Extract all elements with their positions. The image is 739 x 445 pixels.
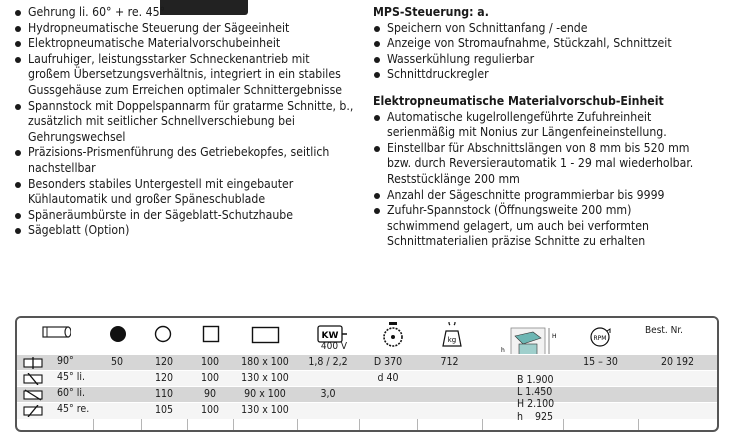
feed-item: Zufuhr-Spannstock (Öffnungsweite 200 mm) schwimmend gelagert, um auch bei verformten Schnittmaterialien präzise Schnitte zu erhalten	[373, 203, 703, 250]
rpm-label: RPM	[593, 335, 607, 342]
table-cell: 50	[110, 356, 124, 368]
table-cell	[638, 403, 717, 418]
angle-label: 45° re.	[57, 403, 90, 415]
table-cell: D 370	[373, 356, 403, 368]
feed-item: Anzahl der Sägeschnitte programmierbar bis 9999	[373, 188, 703, 204]
article-number-header: Best. Nr.	[645, 325, 683, 336]
mps-item: Speichern von Schnittanfang / -ende	[373, 21, 703, 37]
table-cell	[359, 387, 417, 402]
table-cell: 712	[440, 356, 459, 368]
dimension-h: H 2.100	[517, 398, 555, 411]
feature-item: Späneräumbürste in der Sägeblatt-Schutzhaube	[14, 208, 354, 224]
angle-label: 45° li.	[57, 371, 85, 383]
table-cell	[359, 403, 417, 418]
table-cell: 90	[203, 388, 217, 400]
feature-item: Präzisions-Prismenführung des Getriebekopfes, seitlich nachstellbar	[14, 145, 354, 176]
table-cell	[297, 403, 359, 418]
table-cell: 100	[200, 372, 220, 384]
feature-item: Laufruhiger, leistungsstarker Schneckenantrieb mit großem Übersetzungsverhältnis, integriert in ein stabiles Gussgehäuse zum Erreichen optimaler Schnittergebnisse	[14, 52, 354, 99]
table-cell: 180 x 100	[241, 356, 289, 368]
table-header	[17, 318, 717, 354]
solid-round-icon	[109, 325, 127, 343]
dim-label-h: H	[552, 333, 557, 340]
table-cell	[563, 387, 638, 402]
feature-list-right	[373, 5, 703, 250]
mps-item: Wasserkühlung regulierbar	[373, 52, 703, 68]
table-cell: 15 – 30	[583, 356, 618, 368]
table-cell: 100	[200, 404, 220, 416]
table-cell	[638, 387, 717, 402]
feature-item: Sägeblatt (Option)	[14, 223, 354, 239]
angle-label: 90°	[57, 355, 74, 367]
feed-item: Einstellbar für Abschnittslängen von 8 mm bis 520 mm bzw. durch Reversierautomatik 1 - 29 mal wiederholbar. Reststücklänge 200 mm	[373, 141, 703, 188]
feed-heading: Elektropneumatische Materialvorschub-Einheit	[373, 93, 664, 108]
dimension-b: B 1.900	[517, 374, 554, 386]
table-cell	[417, 371, 482, 386]
cut-angle-45-right-icon	[23, 405, 43, 417]
table-cell: 130 x 100	[241, 372, 289, 384]
tube-round-icon	[154, 325, 172, 343]
weight-icon	[441, 322, 463, 348]
mps-item: Schnittdruckregler	[373, 67, 703, 83]
feature-item: Elektropneumatische Materialvorschubeinheit	[14, 36, 354, 52]
feature-item: Gehrung li. 60° + re. 45°	[14, 5, 354, 21]
square-profile-icon	[202, 325, 220, 343]
table-cell	[93, 387, 141, 402]
table-cell: 110	[154, 388, 174, 400]
kg-label: kg	[447, 336, 457, 344]
feature-item: Hydropneumatische Steuerung der Sägeeinheit	[14, 21, 354, 37]
table-cell: 20 192	[660, 356, 695, 368]
feed-item: Automatische kugelrollengeführte Zufuhreinheit serienmäßig mit Nonius zur Längenfeineinstellung.	[373, 110, 703, 141]
table-cell	[417, 403, 482, 418]
table-cell: 3,0	[320, 388, 336, 400]
table-cell	[93, 403, 141, 418]
machine-dimensions	[517, 374, 554, 423]
dimension-l: L 1.450	[517, 386, 553, 399]
table-cell: 120	[154, 356, 174, 368]
feature-item: Besonders stabiles Untergestell mit eingebauter Kühlautomatik und großer Späneschublade	[14, 177, 354, 208]
feature-item: Spannstock mit Doppelspannarm für gratarme Schnitte, b., zusätzlich mit seitlicher Schnellverschiebung bei Gehrungswechsel	[14, 99, 354, 146]
spec-table	[15, 316, 719, 432]
cut-angle-90-icon	[23, 357, 43, 369]
table-cell: 130 x 100	[241, 404, 289, 416]
cut-angle-60-left-icon	[23, 389, 43, 401]
table-cell	[417, 387, 482, 402]
table-cell	[563, 371, 638, 386]
table-cell	[638, 371, 717, 386]
table-row	[17, 402, 717, 419]
table-cell: 1,8 / 2,2	[308, 356, 348, 368]
table-cell	[93, 371, 141, 386]
rpm-icon	[588, 325, 614, 349]
mps-heading: MPS-Steuerung: a.	[373, 5, 489, 19]
rectangle-profile-icon	[251, 326, 281, 344]
table-cell	[297, 371, 359, 386]
saw-blade-icon	[381, 321, 405, 349]
table-cell: 120	[154, 372, 174, 384]
kw-label: KW	[321, 331, 339, 341]
table-cell: 105	[154, 404, 174, 416]
table-cell: d 40	[377, 372, 399, 384]
table-row	[17, 370, 717, 387]
round-bar-icon	[41, 324, 71, 340]
dim-label-small-h: h	[501, 347, 505, 354]
table-cell: 90 x 100	[244, 388, 286, 400]
table-cell: 100	[200, 356, 220, 368]
table-row	[17, 354, 717, 371]
voltage-label: 400 V	[320, 341, 348, 352]
table-cell	[563, 403, 638, 418]
table-row	[17, 386, 717, 403]
feature-list-left	[14, 5, 354, 239]
cut-angle-45-left-icon	[23, 373, 43, 385]
dimension-small-h: h 925	[517, 410, 554, 423]
mps-item: Anzeige von Stromaufnahme, Stückzahl, Schnittzeit	[373, 36, 703, 52]
angle-label: 60° li.	[57, 387, 85, 399]
